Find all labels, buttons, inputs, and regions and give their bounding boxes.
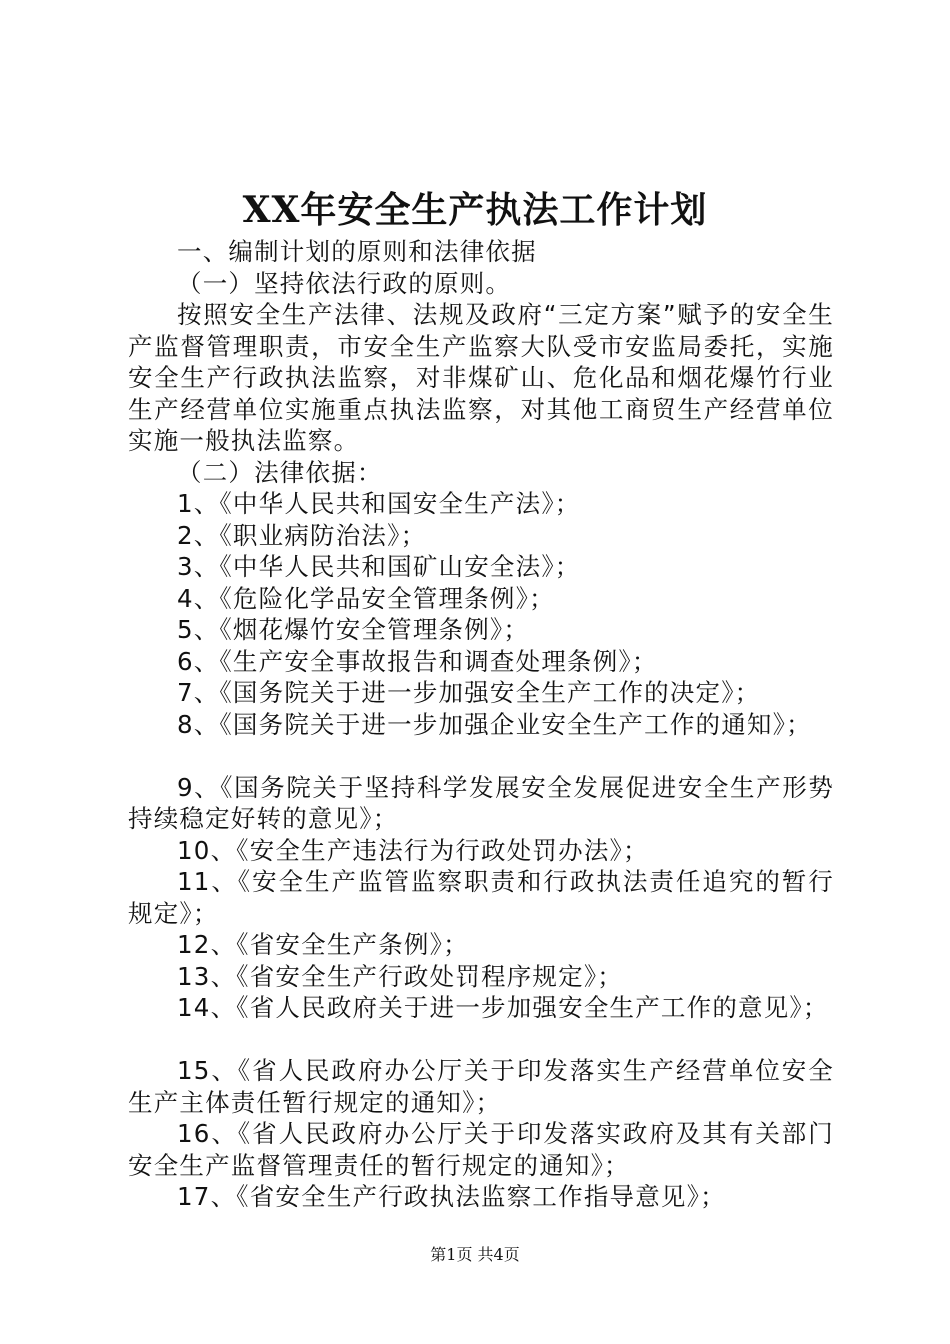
list-item: 1、《中华人民共和国安全生产法》； <box>177 489 581 518</box>
list-item: 9、《国务院关于坚持科学发展安全发展促进安全生产形势持续稳定好转的意见》； <box>128 772 834 833</box>
list-item: 13、《省安全生产行政处罚程序规定》； <box>177 961 623 991</box>
list-item: 4、《危险化学品安全管理条例》； <box>177 583 555 613</box>
subsection-heading: （二）法律依据： <box>177 457 383 487</box>
list-item: 17、《省安全生产行政执法监察工作指导意见》； <box>177 1182 726 1211</box>
list-item: 8、《国务院关于进一步加强企业安全生产工作的通知》； <box>177 709 812 739</box>
list-item: 12、《省安全生产条例》； <box>177 930 469 959</box>
list-item: 6、《生产安全事故报告和调查处理条例》； <box>177 646 658 676</box>
body-paragraph: 按照安全生产法律、法规及政府“三定方案”赋予的安全生产监督管理职责，市安全生产监察大队受市安监局委托，实施安全生产行政执法监察，对非煤矿山、危化品和烟花爆竹行业生产经营单位实施重点执法监察，对其他工商贸生产经营单位实施一般执法监察。 <box>128 300 834 455</box>
document-title: XX年安全生产执法工作计划 <box>242 189 708 231</box>
list-item: 7、《国务院关于进一步加强安全生产工作的决定》； <box>177 678 761 707</box>
list-item: 14、《省人民政府关于进一步加强安全生产工作的意见》； <box>177 993 829 1022</box>
list-item: 5、《烟花爆竹安全管理条例》； <box>177 615 530 644</box>
document-body <box>128 236 834 1213</box>
subsection-heading: （一）坚持依法行政的原则。 <box>177 268 512 298</box>
list-item: 10、《安全生产违法行为行政处罚办法》； <box>177 835 649 865</box>
list-item: 15、《省人民政府办公厅关于印发落实生产经营单位安全生产主体责任暂行规定的通知》； <box>128 1056 834 1117</box>
list-item: 11、《安全生产监管监察职责和行政执法责任追究的暂行规定》； <box>128 867 834 928</box>
list-item: 2、《职业病防治法》； <box>177 520 427 550</box>
page-footer: 第1页 共4页 <box>430 1245 520 1264</box>
list-item: 3、《中华人民共和国矿山安全法》； <box>177 552 581 581</box>
list-item: 16、《省人民政府办公厅关于印发落实政府及其有关部门安全生产监督管理责任的暂行规定的通知》； <box>128 1119 834 1180</box>
section-heading: 一、编制计划的原则和法律依据 <box>177 237 537 266</box>
